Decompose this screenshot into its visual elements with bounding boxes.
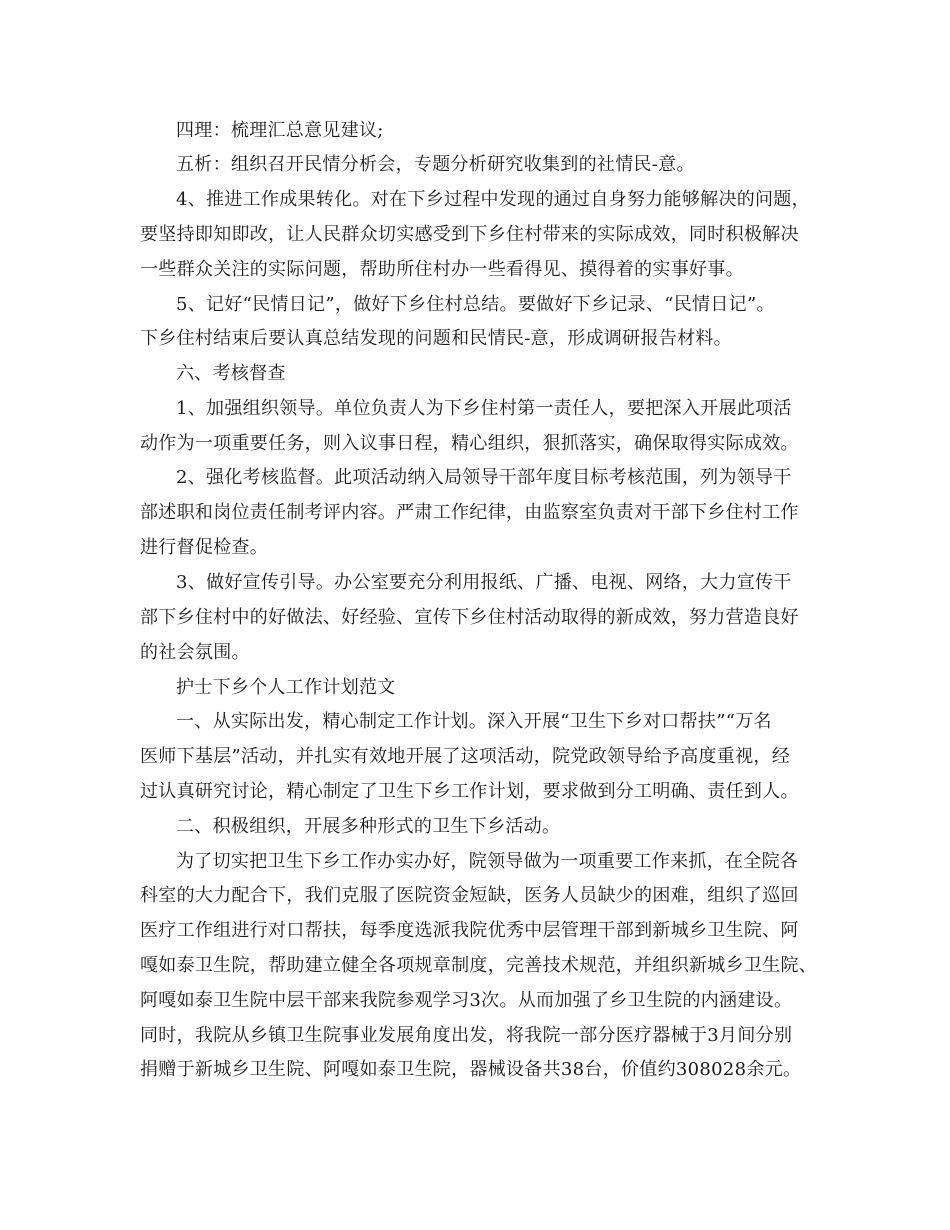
text-line: 部述职和岗位责任制考评内容。严肃工作纪律，由监察室负责对干部下乡住村工作 [140, 502, 799, 523]
text-line: 下乡住村结束后要认真总结发现的问题和民情民-意，形成调研报告材料。 [140, 328, 732, 349]
text-line: 五析：组织召开民情分析会，专题分析研究收集到的社情民-意。 [176, 154, 695, 175]
text-line: 嘎如泰卫生院，帮助建立健全各项规章制度，完善技术规范，并组织新城乡卫生院、 [140, 955, 818, 976]
text-line: 阿嘎如泰卫生院中层干部来我院参观学习3次。从而加强了乡卫生院的内涵建设。 [140, 990, 793, 1011]
text-line: 部下乡住村中的好做法、好经验、宣传下乡住村活动取得的新成效，努力营造良好 [140, 607, 799, 628]
text-line: 四理：梳理汇总意见建议; [176, 120, 384, 141]
document-title: 护士下乡个人工作计划范文 [176, 677, 396, 698]
text-line: 捐赠于新城乡卫生院、阿嘎如泰卫生院，器械设备共38台，价值约308028余元。 [140, 1059, 802, 1080]
text-line: 的社会氛围。 [140, 642, 250, 663]
text-line: 5、记好“民情日记”，做好下乡住村总结。要做好下乡记录、“民情日记”。 [176, 294, 775, 315]
text-line: 医师下基层”活动，并扎实有效地开展了这项活动，院党政领导给予高度重视，经 [140, 746, 790, 767]
text-line: 科室的大力配合下，我们克服了医院资金短缺，医务人员缺少的困难，组织了巡回 [140, 885, 799, 906]
text-line: 4、推进工作成果转化。对在下乡过程中发现的通过自身努力能够解决的问题， [176, 189, 810, 210]
text-line: 一些群众关注的实际问题，帮助所住村办一些看得见、摸得着的实事好事。 [140, 259, 744, 280]
text-line: 3、做好宣传引导。办公室要充分利用报纸、广播、电视、网络，大力宣传干 [176, 572, 792, 593]
text-line: 动作为一项重要任务，则入议事日程，精心组织，狠抓落实，确保取得实际成效。 [140, 433, 799, 454]
section-heading: 二、积极组织，开展多种形式的卫生下乡活动。 [176, 816, 561, 837]
text-line: 要坚持即知即改，让人民群众切实感受到下乡住村带来的实际成效，同时积极解决 [140, 224, 799, 245]
text-line: 为了切实把卫生下乡工作办实办好，院领导做为一项重要工作来抓，在全院各 [176, 851, 799, 872]
text-line: 一、从实际出发，精心制定工作计划。深入开展“卫生下乡对口帮扶”“万名 [176, 711, 772, 732]
text-line: 进行督促检查。 [140, 537, 269, 558]
text-line: 1、加强组织领导。单位负责人为下乡住村第一责任人，要把深入开展此项活 [176, 398, 792, 419]
text-line: 医疗工作组进行对口帮扶，每季度选派我院优秀中层管理干部到新城乡卫生院、阿 [140, 920, 799, 941]
text-line: 2、强化考核监督。此项活动纳入局领导干部年度目标考核范围，列为领导干 [176, 467, 792, 488]
section-heading: 六、考核督查 [176, 363, 286, 384]
text-line: 过认真研究讨论，精心制定了卫生下乡工作计划，要求做到分工明确、责任到人。 [140, 781, 799, 802]
text-line: 同时，我院从乡镇卫生院事业发展角度出发，将我院一部分医疗器械于3月间分别 [140, 1025, 793, 1046]
